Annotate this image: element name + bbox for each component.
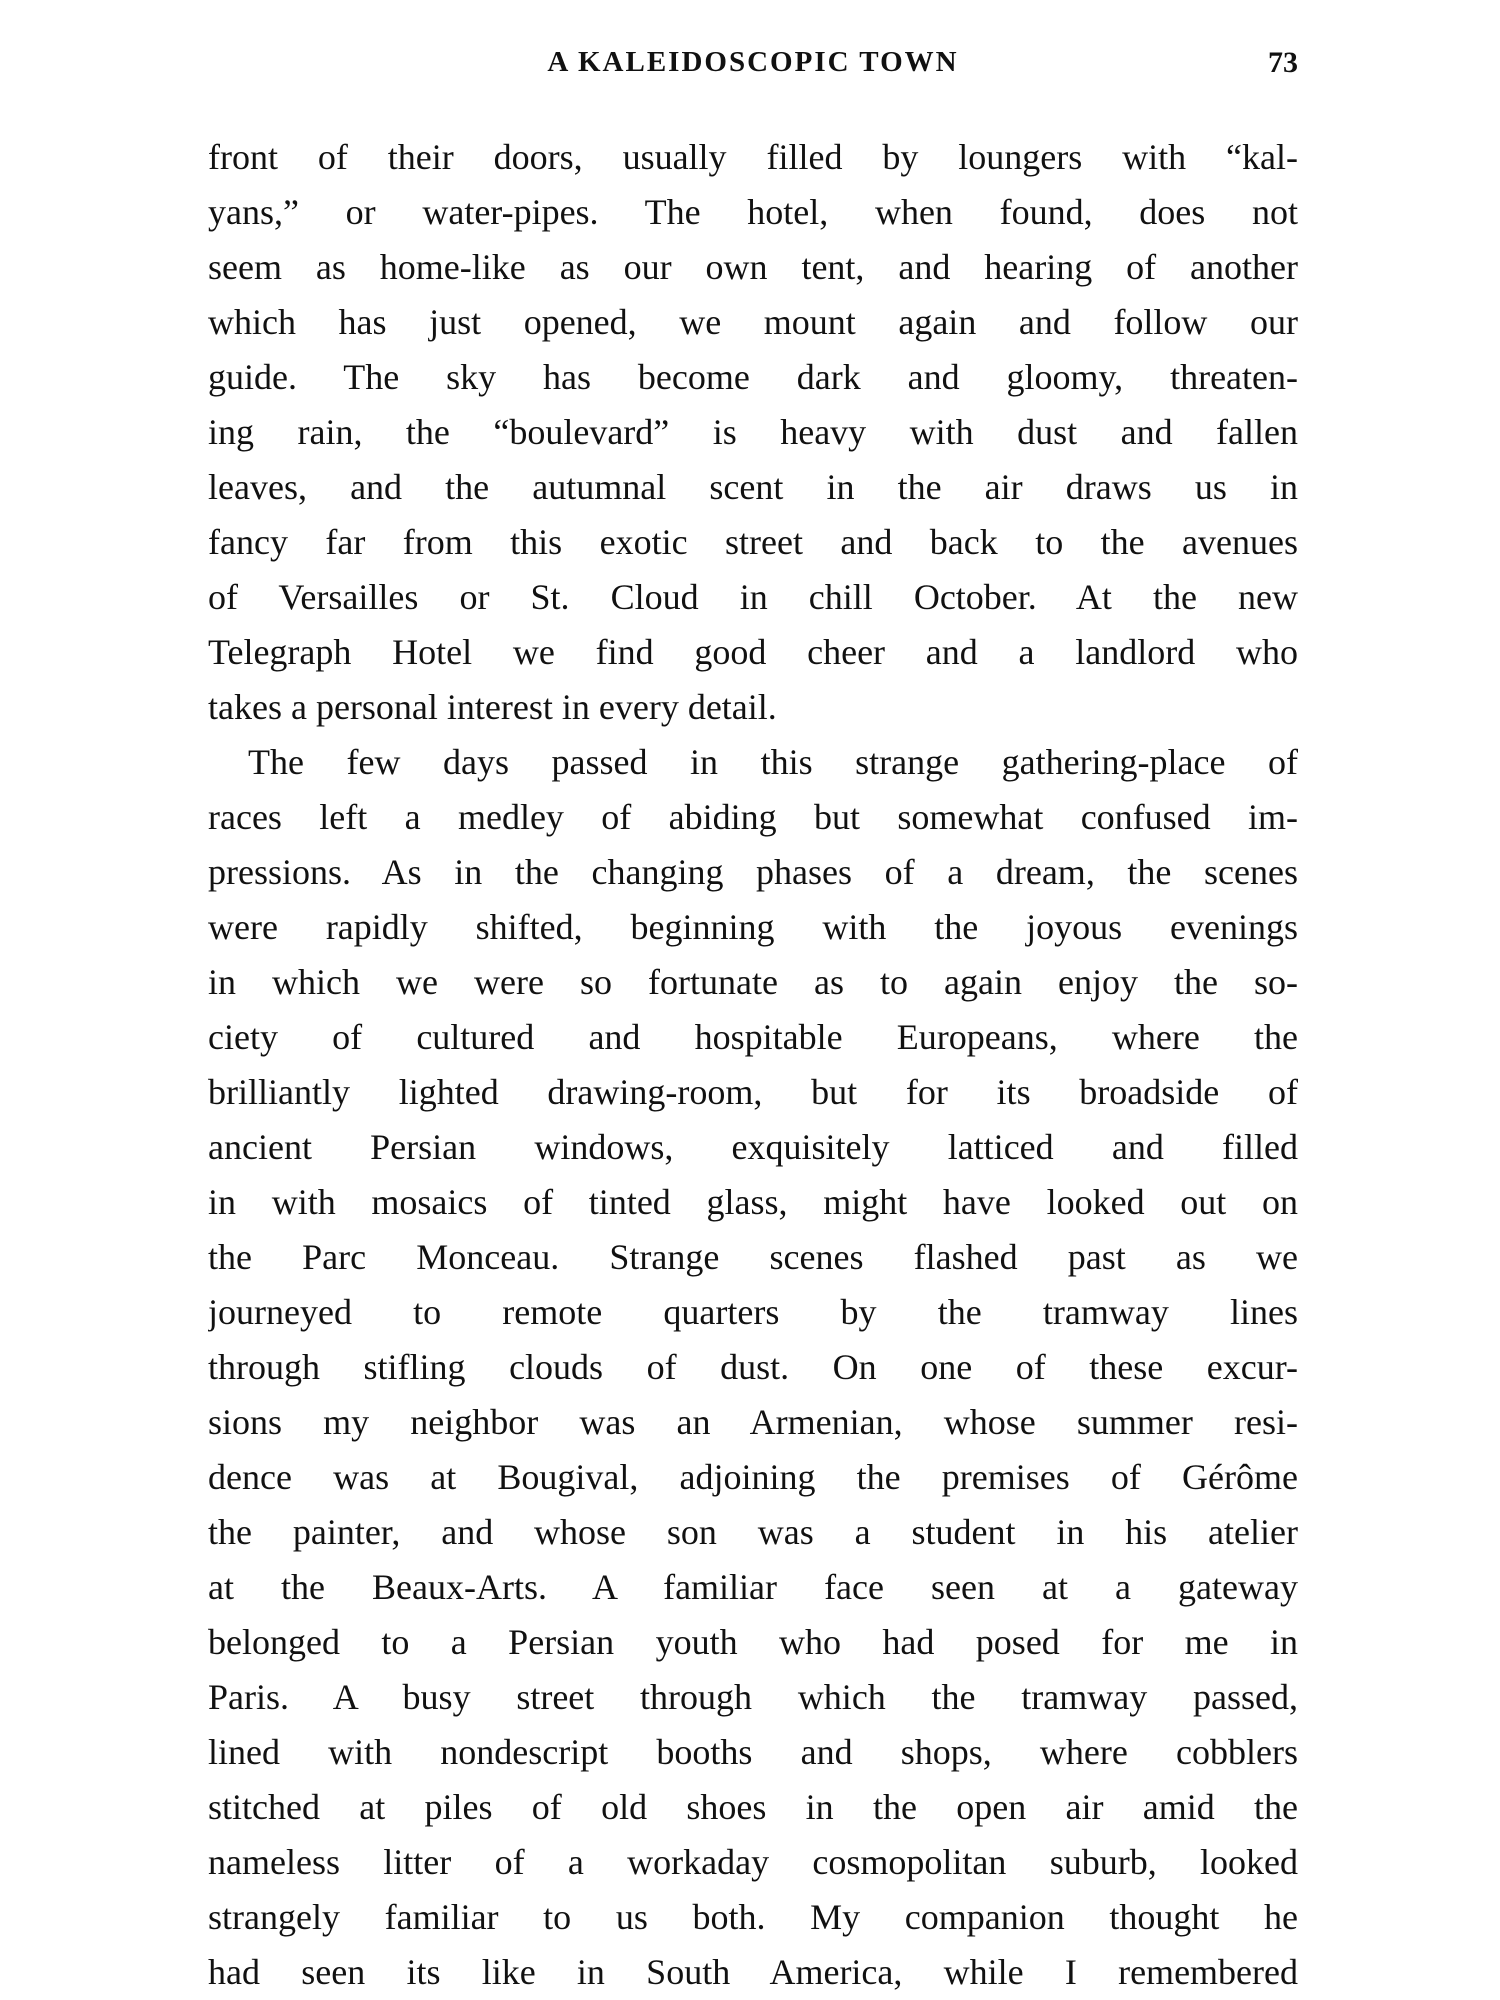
text-line: nameless litter of a workaday cosmopolitan suburb, looked	[208, 1842, 1298, 1882]
text-line: were rapidly shifted, beginning with the joyous evenings	[208, 907, 1298, 947]
text-line: Paris. A busy street through which the tramway passed,	[208, 1677, 1298, 1717]
text-line: yans,” or water-pipes. The hotel, when found, does not	[208, 192, 1298, 232]
text-line: brilliantly lighted drawing-room, but for its broadside of	[208, 1072, 1298, 1112]
text-line: Telegraph Hotel we find good cheer and a landlord who	[208, 632, 1298, 672]
text-line: ing rain, the “boulevard” is heavy with dust and fallen	[208, 412, 1298, 452]
text-line: pressions. As in the changing phases of a dream, the scenes	[208, 852, 1298, 892]
body-text	[208, 130, 1298, 2000]
text-line: through stifling clouds of dust. On one of these excur-	[208, 1347, 1298, 1387]
text-line: The few days passed in this strange gathering-place of	[248, 742, 1298, 782]
text-line: ancient Persian windows, exquisitely latticed and filled	[208, 1127, 1298, 1167]
text-line: at the Beaux-Arts. A familiar face seen at a gateway	[208, 1567, 1298, 1607]
text-line: races left a medley of abiding but somewhat confused im-	[208, 797, 1298, 837]
text-line: leaves, and the autumnal scent in the air draws us in	[208, 467, 1298, 507]
text-line: sions my neighbor was an Armenian, whose summer resi-	[208, 1402, 1298, 1442]
paragraph	[208, 130, 1298, 735]
running-header	[208, 46, 1298, 86]
text-line: journeyed to remote quarters by the tramway lines	[208, 1292, 1298, 1332]
text-line: strangely familiar to us both. My companion thought he	[208, 1897, 1298, 1937]
text-line: belonged to a Persian youth who had posed for me in	[208, 1622, 1298, 1662]
text-line: lined with nondescript booths and shops, where cobblers	[208, 1732, 1298, 1772]
paragraph	[208, 735, 1298, 2000]
text-line: front of their doors, usually filled by loungers with “kal-	[208, 137, 1298, 177]
text-line: dence was at Bougival, adjoining the premises of Gérôme	[208, 1457, 1298, 1497]
text-line: ciety of cultured and hospitable Europeans, where the	[208, 1017, 1298, 1057]
running-title: A KALEIDOSCOPIC TOWN	[547, 46, 959, 78]
text-line: in with mosaics of tinted glass, might have looked out on	[208, 1182, 1298, 1222]
text-line: the painter, and whose son was a student in his atelier	[208, 1512, 1298, 1552]
text-line: of Versailles or St. Cloud in chill October. At the new	[208, 577, 1298, 617]
page-number: 73	[1268, 46, 1298, 79]
text-line: seem as home-like as our own tent, and hearing of another	[208, 247, 1298, 287]
text-line: had seen its like in South America, while I remembered	[208, 1952, 1298, 1992]
text-line: stitched at piles of old shoes in the open air amid the	[208, 1787, 1298, 1827]
text-line: which has just opened, we mount again and follow our	[208, 302, 1298, 342]
text-line: guide. The sky has become dark and gloomy, threaten-	[208, 357, 1298, 397]
text-line: fancy far from this exotic street and back to the avenues	[208, 522, 1298, 562]
text-line: takes a personal interest in every detail.	[208, 687, 777, 727]
text-line: the Parc Monceau. Strange scenes flashed past as we	[208, 1237, 1298, 1277]
text-line: in which we were so fortunate as to again enjoy the so-	[208, 962, 1298, 1002]
